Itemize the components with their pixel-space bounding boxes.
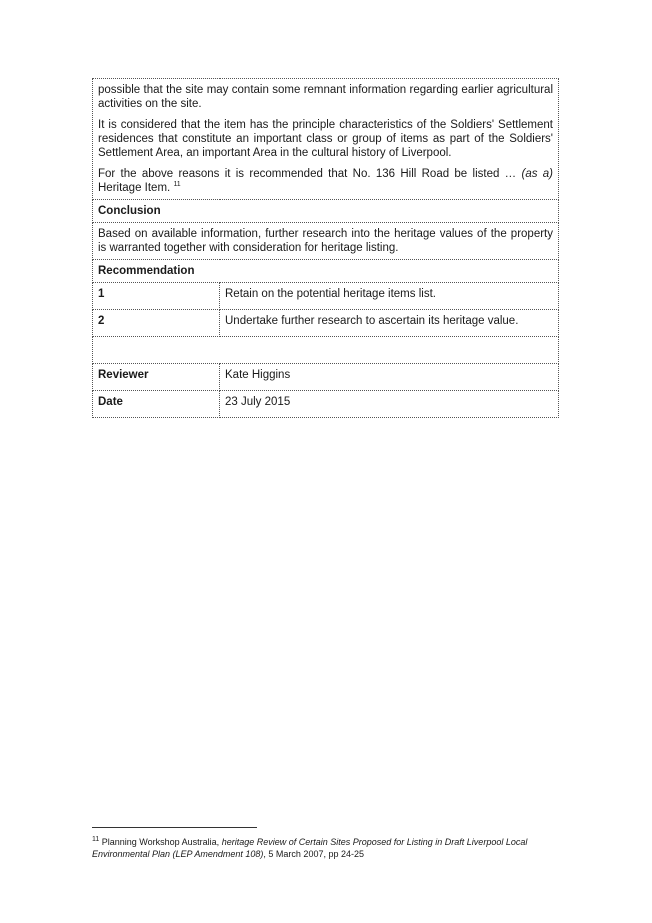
footnote-divider (92, 827, 257, 828)
conclusion-cell (93, 223, 559, 260)
footnote-ref: 11 (173, 181, 181, 189)
recommendation-text: Undertake further research to ascertain its heritage value. (220, 310, 559, 337)
footnote-author: Planning Workshop Australia, (99, 837, 222, 847)
recommendation-row (93, 283, 559, 310)
footnote (92, 836, 559, 860)
conclusion-heading-row (93, 200, 559, 223)
recommendation-text: Retain on the potential heritage items list. (220, 283, 559, 310)
conclusion-row (93, 223, 559, 260)
reviewer-label: Reviewer (93, 364, 220, 391)
recommendation-number: 2 (93, 310, 220, 337)
footnote-details: , 5 March 2007, pp 24-25 (263, 849, 364, 859)
assessment-cell (93, 79, 559, 200)
recommendation-heading-row (93, 260, 559, 283)
listing-italic: (as a) (521, 168, 553, 180)
date-label: Date (93, 391, 220, 418)
date-value: 23 July 2015 (220, 391, 559, 418)
footnote-number: 11 (92, 836, 100, 843)
assessment-row (93, 79, 559, 200)
recommendation-number: 1 (93, 283, 220, 310)
reviewer-row (93, 364, 559, 391)
listing-paragraph (98, 167, 553, 195)
assessment-paragraph: possible that the site may contain some remnant information regarding earlier agricultural activities on the site. (98, 84, 553, 110)
listing-text: For the above reasons it is recommended that No. 136 Hill Road be listed … (98, 168, 517, 180)
assessment-paragraph: It is considered that the item has the principle characteristics of the Soldiers' Settlement residences that constitute an important class or group of items as part of the Soldiers' Settlement Area, an important Area in the cultural history of Liverpool. (98, 119, 553, 159)
listing-text-after: Heritage Item. (98, 182, 171, 194)
date-row (93, 391, 559, 418)
empty-cell (93, 337, 559, 364)
heritage-assessment-table (92, 78, 559, 418)
conclusion-text: Based on available information, further research into the heritage values of the property is warranted together with consideration for heritage listing. (98, 228, 553, 254)
reviewer-value: Kate Higgins (220, 364, 559, 391)
recommendation-heading: Recommendation (93, 260, 559, 283)
footnote-title: heritage Review of Certain Sites Proposed for Listing in Draft Liverpool Local Environmental Plan (LEP Amendment 108) (92, 837, 528, 859)
empty-row (93, 337, 559, 364)
recommendation-row (93, 310, 559, 337)
conclusion-heading: Conclusion (93, 200, 559, 223)
